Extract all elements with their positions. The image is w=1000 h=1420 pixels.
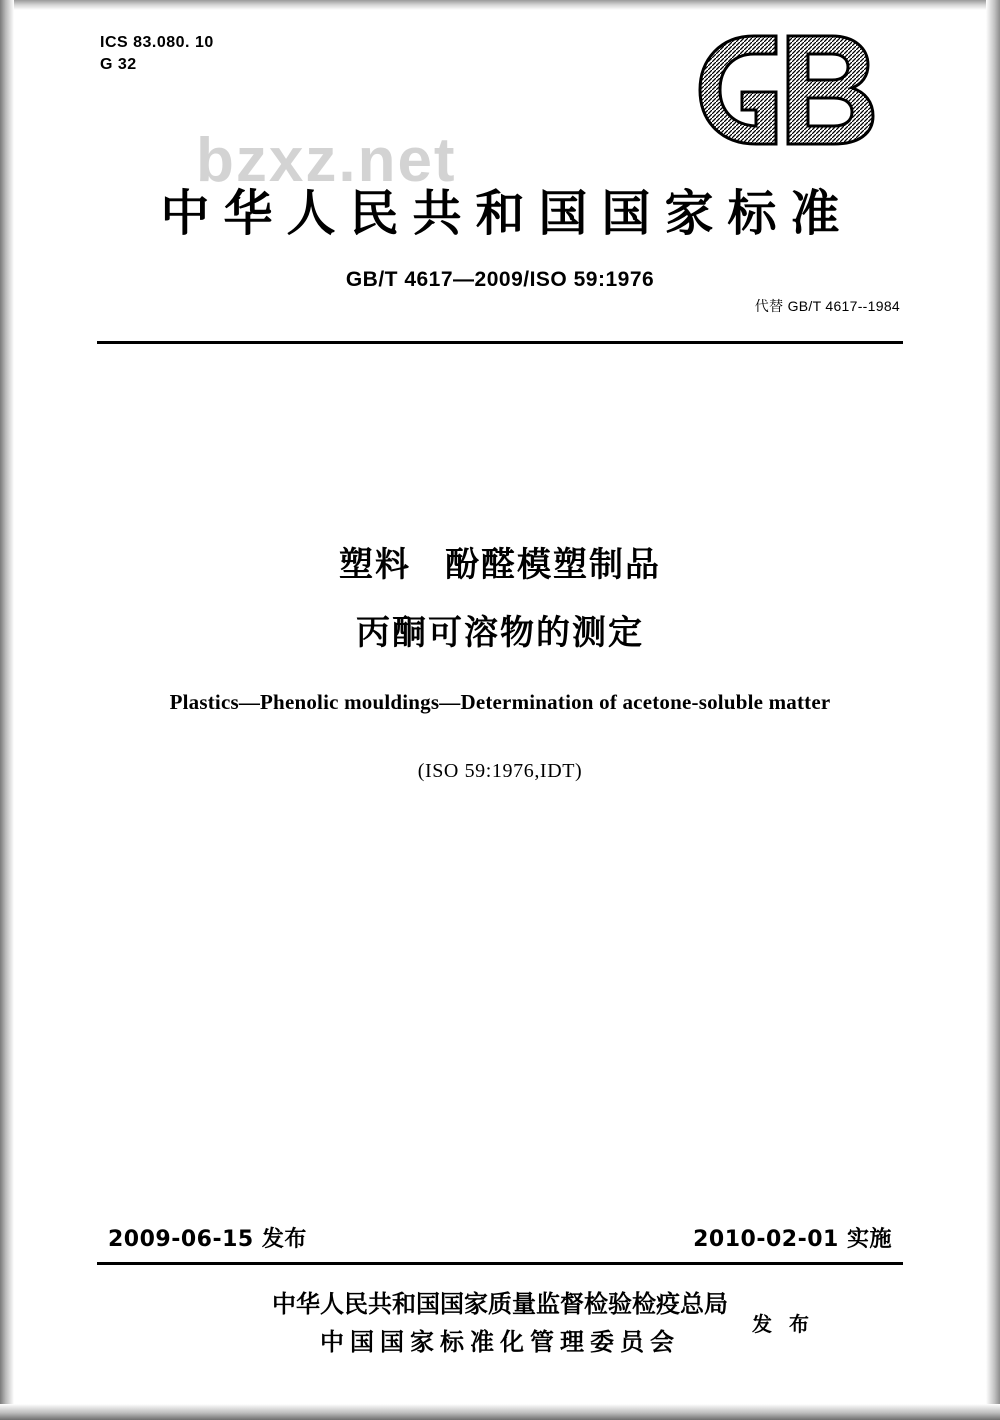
ics-number: ICS 83.080. 10: [100, 34, 214, 51]
document-title-cn-part2: 酚醛模塑制品: [445, 545, 661, 585]
replaced-standard-note: 代替 GB/T 4617--1984: [754, 298, 900, 314]
header-divider: [97, 341, 903, 344]
effective-date: 2010-02-01 实施: [693, 1227, 892, 1252]
document-title-cn-line2: 丙酮可溶物的测定: [356, 613, 644, 653]
gb-logo-icon: [692, 30, 892, 150]
classification-code: G 32: [100, 56, 137, 73]
document-title-cn: [0, 535, 1000, 663]
publish-label: 发 布: [752, 1312, 814, 1336]
ics-classification-block: [100, 32, 214, 76]
issuing-authority-line1: 中华人民共和国国家质量监督检验检疫总局: [272, 1290, 728, 1318]
standard-number: GB/T 4617—2009/ISO 59:1976: [345, 268, 655, 291]
issuing-authority-line2: 中国国家标准化管理委员会: [320, 1328, 680, 1356]
document-title-cn-part1: 塑料: [339, 545, 411, 585]
iso-equivalence-note: (ISO 59:1976,IDT): [417, 760, 583, 782]
scan-edge-top: [0, 0, 1000, 10]
footer-divider: [97, 1262, 903, 1265]
scan-edge-bottom: [0, 1404, 1000, 1420]
issue-date: 2009-06-15 发布: [108, 1227, 307, 1252]
issuing-authority: [0, 1285, 1000, 1361]
document-title-en: Plastics—Phenolic mouldings—Determination of acetone-soluble matter: [169, 690, 831, 714]
page-title: 中华人民共和国国家标准: [160, 185, 854, 242]
watermark-text: bzxz.net: [196, 126, 457, 195]
